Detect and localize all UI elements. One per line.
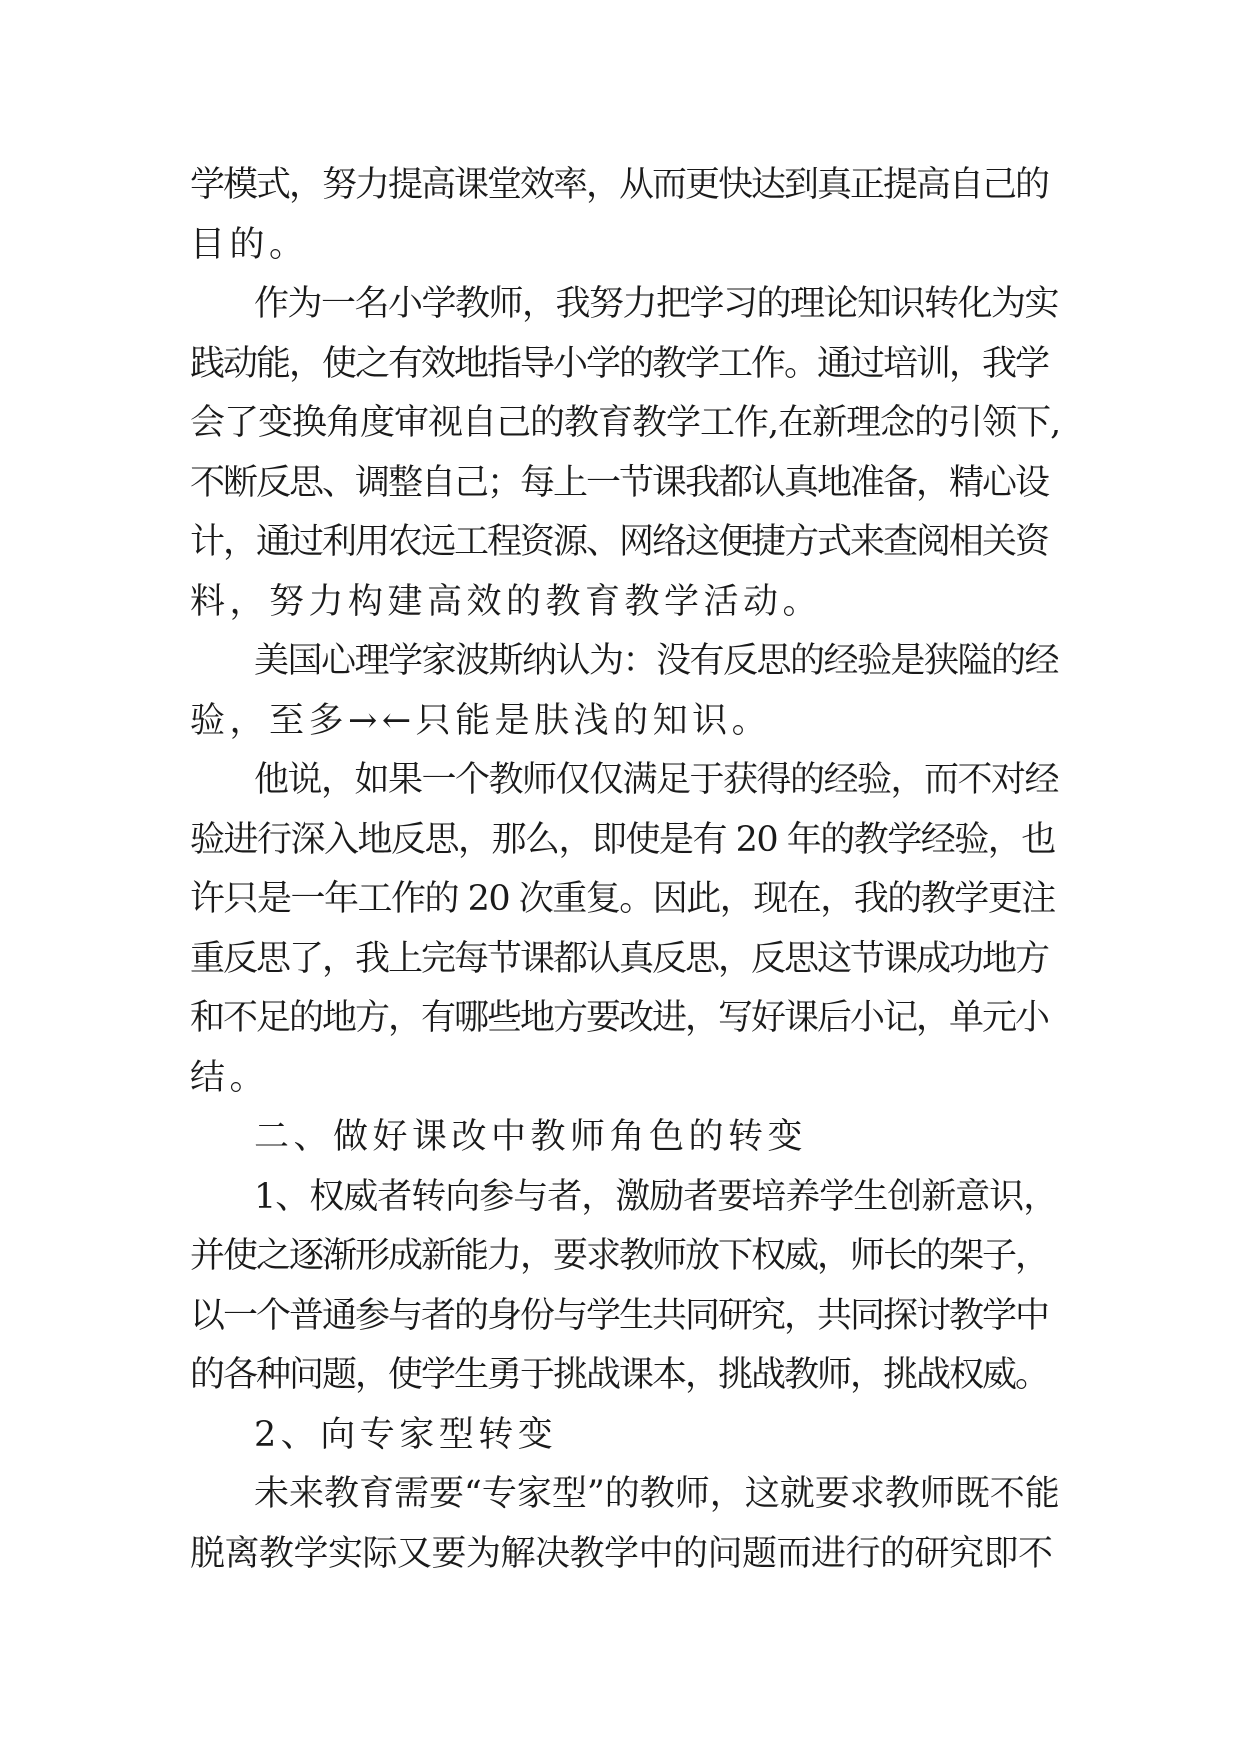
text-line: 学模式，努力提高课堂效率，从而更快达到真正提高自己的 — [190, 165, 1049, 205]
text-line: 许只是一年工作的 20 次重复。因此，现在，我的教学更注 — [190, 879, 1055, 919]
text-line: 目的。 — [190, 224, 309, 265]
text-line: 和不足的地方，有哪些地方要改进，写好课后小记，单元小 — [190, 998, 1049, 1038]
text-line: 验，至多→←只能是肤浅的知识。 — [190, 700, 772, 741]
text-line: 脱离教学实际又要为解决教学中的问题而进行的研究即不 — [190, 1533, 1053, 1574]
text-line: 会了变换角度审视自己的教育教学工作,在新理念的引领下, — [190, 403, 1061, 443]
text-line: 料，努力构建高效的教育教学活动。 — [190, 581, 823, 622]
text-line: 践动能，使之有效地指导小学的教学工作。通过培训，我学 — [190, 343, 1049, 384]
text-line: 并使之逐渐形成新能力，要求教师放下权威，师长的架子， — [190, 1236, 1049, 1276]
text-line: 计，通过利用农远工程资源、网络这便捷方式来查阅相关资 — [190, 522, 1049, 562]
section-heading: 二、做好课改中教师角色的转变 — [254, 1117, 808, 1157]
text-line: 美国心理学家波斯纳认为：没有反思的经验是狭隘的经 — [254, 641, 1059, 681]
text-line: 的各种问题，使学生勇于挑战课本，挑战教师，挑战权威。 — [190, 1355, 1049, 1395]
text-line: 重反思了，我上完每节课都认真反思，反思这节课成功地方 — [190, 938, 1049, 979]
text-line: 不断反思、调整自己；每上一节课我都认真地准备，精心设 — [190, 462, 1049, 503]
text-line: 1、权威者转向参与者，激励者要培养学生创新意识， — [254, 1176, 1058, 1217]
text-line: 以一个普通参与者的身份与学生共同研究，共同探讨教学中 — [190, 1295, 1049, 1336]
text-line: 他说，如果一个教师仅仅满足于获得的经验，而不对经 — [254, 760, 1059, 800]
subsection-heading: 2、向专家型转变 — [254, 1414, 558, 1455]
text-line: 作为一名小学教师，我努力把学习的理论知识转化为实 — [254, 284, 1059, 324]
text-line: 结。 — [190, 1057, 270, 1098]
body-text — [190, 156, 1060, 1584]
text-line: 未来教育需要“专家型”的教师，这就要求教师既不能 — [254, 1474, 1060, 1514]
text-line: 验进行深入地反思，那么，即使是有 20 年的教学经验，也 — [190, 819, 1055, 860]
